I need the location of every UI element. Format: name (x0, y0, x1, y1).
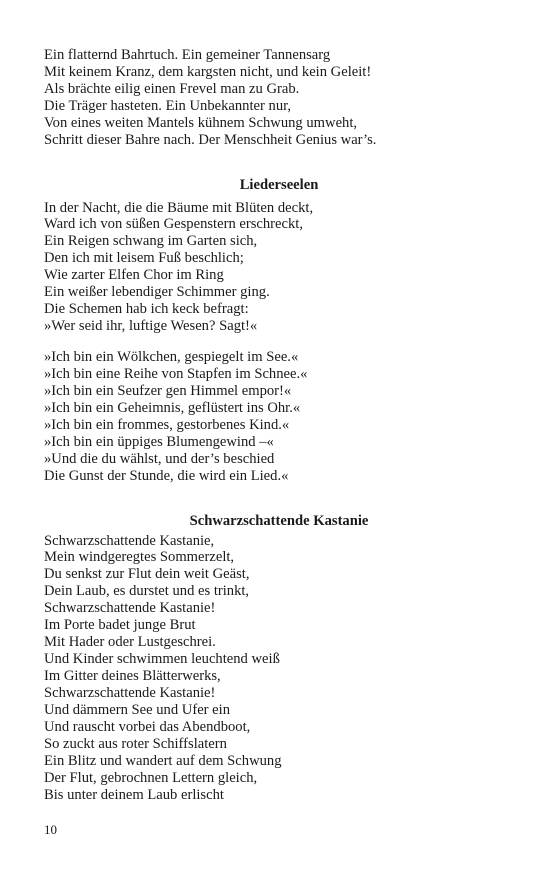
verse-line: »Ich bin ein frommes, gestorbenes Kind.« (44, 416, 290, 433)
verse-line: Als brächte eilig einen Frevel man zu Grab. (44, 80, 300, 97)
verse-line: In der Nacht, die die Bäume mit Blüten deckt, (44, 199, 314, 216)
verse-line: Wie zarter Elfen Chor im Ring (44, 267, 224, 284)
verse-line: Bis unter deinem Laub erlischt (44, 786, 224, 803)
verse-line: »Und die du wählst, und der’s beschied (44, 450, 275, 467)
verse-line: Mit keinem Kranz, dem kargsten nicht, und kein Geleit! (44, 63, 372, 80)
verse-line: Ward ich von süßen Gespenstern erschreckt, (44, 216, 303, 233)
verse-line: »Wer seid ihr, luftige Wesen? Sagt!« (44, 318, 258, 335)
verse-line: »Ich bin ein üppiges Blumengewind –« (44, 433, 274, 450)
stanza-funeral (44, 47, 376, 149)
verse-line: »Ich bin ein Wölkchen, gespiegelt im See.« (44, 349, 299, 365)
stanza-liederseelen-1 (44, 200, 313, 336)
verse-line: Und rauscht vorbei das Abendboot, (44, 718, 251, 735)
poem-title-liederseelen: Liederseelen (239, 177, 319, 193)
verse-line: Schwarzschattende Kastanie, (44, 532, 215, 549)
verse-line: Und Kinder schwimmen leuchtend weiß (44, 651, 280, 668)
verse-line: Ein flatternd Bahrtuch. Ein gemeiner Tannensarg (44, 47, 331, 63)
verse-line: Mit Hader oder Lustgeschrei. (44, 634, 216, 651)
verse-line: Du senkst zur Flut dein weit Geäst, (44, 566, 250, 583)
verse-line: Die Gunst der Stunde, die wird ein Lied.« (44, 467, 289, 484)
verse-line: Schritt dieser Bahre nach. Der Menschheit Genius war’s. (44, 131, 377, 148)
verse-line: Dein Laub, es durstet und es trinkt, (44, 583, 250, 600)
verse-line: Im Gitter deines Blätterwerks, (44, 668, 221, 684)
verse-line: Mein windgeregtes Sommerzelt, (44, 549, 235, 566)
verse-line: Ein Blitz und wandert auf dem Schwung (44, 752, 282, 769)
verse-line: Und dämmern See und Ufer ein (44, 701, 231, 718)
verse-line: »Ich bin ein Seufzer gen Himmel empor!« (44, 382, 292, 399)
verse-line: »Ich bin eine Reihe von Stapfen im Schnee.« (44, 365, 308, 382)
poem-title-kastanie: Schwarzschattende Kastanie (189, 513, 369, 529)
verse-line: Die Schemen hab ich keck befragt: (44, 301, 249, 318)
verse-line: Den ich mit leisem Fuß beschlich; (44, 250, 244, 267)
verse-line: Schwarzschattende Kastanie! (44, 684, 216, 701)
verse-line: Die Träger hasteten. Ein Unbekannter nur, (44, 97, 292, 114)
book-page (44, 0, 514, 880)
verse-line: Ein Reigen schwang im Garten sich, (44, 233, 258, 250)
verse-line: Von eines weiten Mantels kühnem Schwung umweht, (44, 114, 358, 131)
stanza-kastanie (44, 533, 282, 804)
verse-line: Der Flut, gebrochnen Lettern gleich, (44, 769, 258, 786)
verse-line: Schwarzschattende Kastanie! (44, 600, 216, 617)
verse-line: Im Porte badet junge Brut (44, 617, 196, 634)
verse-line: »Ich bin ein Geheimnis, geflüstert ins Ohr.« (44, 399, 301, 416)
stanza-liederseelen-2 (44, 349, 307, 485)
verse-line: So zuckt aus roter Schiffslatern (44, 735, 227, 752)
page-number: 10 (44, 822, 57, 837)
verse-line: Ein weißer lebendiger Schimmer ging. (44, 284, 270, 301)
